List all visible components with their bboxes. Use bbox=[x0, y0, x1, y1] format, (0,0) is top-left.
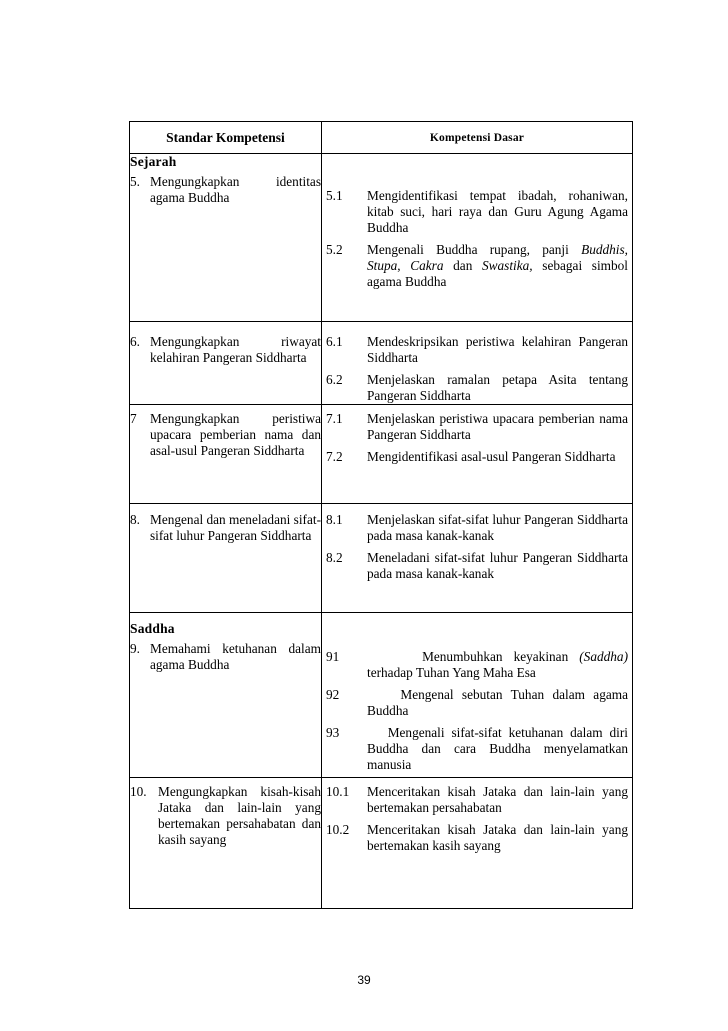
kompetensi-item bbox=[322, 372, 632, 404]
kompetensi-item bbox=[322, 242, 632, 290]
kompetensi-number: 7.2 bbox=[326, 449, 343, 464]
section-heading-sejarah: Sejarah bbox=[130, 154, 177, 169]
dasar-cell bbox=[322, 778, 633, 909]
standar-number: 6. bbox=[130, 334, 140, 349]
header-standar-kompetensi: Standar Kompetensi bbox=[130, 122, 322, 154]
kompetensi-text: Menjelaskan peristiwa upacara pemberian nama Pangeran Siddharta bbox=[367, 411, 628, 442]
standar-text: Memahami ketuhanan dalam agama Buddha bbox=[150, 641, 321, 672]
kompetensi-number: 8.2 bbox=[326, 550, 343, 565]
kompetensi-text: Menceritakan kisah Jataka dan lain-lain yang bertemakan kasih sayang bbox=[367, 822, 628, 853]
kompetensi-number: 10.2 bbox=[326, 822, 350, 837]
standar-item bbox=[130, 411, 321, 459]
standar-text: Mengungkapkan identitas agama Buddha bbox=[150, 174, 321, 205]
table-row bbox=[130, 322, 633, 405]
kompetensi-item bbox=[322, 725, 632, 773]
kompetensi-item bbox=[322, 822, 632, 854]
standar-item bbox=[130, 334, 321, 366]
kompetensi-number: 5.2 bbox=[326, 242, 343, 257]
dasar-cell bbox=[322, 613, 633, 778]
kompetensi-item bbox=[322, 550, 632, 582]
kompetensi-text: Menjelaskan sifat-sifat luhur Pangeran Siddharta pada masa kanak-kanak bbox=[367, 512, 628, 543]
standar-cell bbox=[130, 154, 322, 322]
header-kompetensi-dasar: Kompetensi Dasar bbox=[322, 122, 633, 154]
standar-text: Mengungkapkan kisah-kisah Jataka dan lain-lain yang bertemakan persahabatan dan kasih sayang bbox=[158, 784, 321, 847]
kompetensi-number: 6.2 bbox=[326, 372, 343, 387]
kompetensi-item bbox=[322, 334, 632, 366]
standar-number: 10. bbox=[130, 784, 147, 799]
standar-text: Mengungkapkan riwayat kelahiran Pangeran Siddharta bbox=[150, 334, 321, 365]
dasar-cell bbox=[322, 322, 633, 405]
table-row bbox=[130, 613, 633, 778]
kompetensi-item bbox=[322, 512, 632, 544]
standar-item bbox=[130, 641, 321, 673]
standar-number: 8. bbox=[130, 512, 140, 527]
standar-number: 5. bbox=[130, 174, 140, 189]
standar-number: 9. bbox=[130, 641, 140, 656]
kompetensi-item bbox=[322, 449, 632, 465]
page-number: 39 bbox=[357, 973, 371, 987]
kompetensi-number: 5.1 bbox=[326, 188, 343, 203]
dasar-cell bbox=[322, 154, 633, 322]
standar-number: 7 bbox=[130, 411, 137, 426]
standar-cell bbox=[130, 322, 322, 405]
kompetensi-text: Mengenal sebutan Tuhan dalam agama Buddha bbox=[367, 687, 629, 718]
kompetensi-text: Mengidentifikasi asal-usul Pangeran Siddharta bbox=[367, 449, 616, 464]
competency-table bbox=[129, 121, 633, 909]
kompetensi-text: Mengenali sifat-sifat ketuhanan dalam diri Buddha dan cara Buddha menyelamatkan manusia bbox=[367, 725, 628, 772]
kompetensi-number: 91 bbox=[326, 649, 340, 664]
kompetensi-text: Mengenali Buddha rupang, panji Buddhis, Stupa, Cakra dan Swastika, sebagai simbol agama Buddha bbox=[367, 242, 628, 289]
kompetensi-text: Menceritakan kisah Jataka dan lain-lain yang bertemakan persahabatan bbox=[367, 784, 628, 815]
kompetensi-text: Meneladani sifat-sifat luhur Pangeran Siddharta pada masa kanak-kanak bbox=[367, 550, 628, 581]
kompetensi-number: 7.1 bbox=[326, 411, 343, 426]
kompetensi-item bbox=[322, 784, 632, 816]
standar-item bbox=[130, 784, 321, 848]
kompetensi-number: 93 bbox=[326, 725, 340, 740]
kompetensi-item bbox=[322, 188, 632, 236]
standar-text: Mengungkapkan peristiwa upacara pemberian nama dan asal-usul Pangeran Siddharta bbox=[150, 411, 321, 458]
standar-cell bbox=[130, 613, 322, 778]
table-row bbox=[130, 405, 633, 504]
dasar-cell bbox=[322, 405, 633, 504]
kompetensi-item bbox=[322, 649, 632, 681]
table-header-row bbox=[130, 122, 633, 154]
kompetensi-text: Mengidentifikasi tempat ibadah, rohaniwan, kitab suci, hari raya dan Guru Agung Agama Buddha bbox=[367, 188, 628, 235]
section-heading-saddha: Saddha bbox=[130, 621, 175, 636]
standar-cell bbox=[130, 778, 322, 909]
kompetensi-item bbox=[322, 687, 632, 719]
table-row bbox=[130, 504, 633, 613]
standar-cell bbox=[130, 405, 322, 504]
table-row bbox=[130, 778, 633, 909]
standar-item bbox=[130, 174, 321, 206]
kompetensi-text: Menumbuhkan keyakinan (Saddha) terhadap Tuhan Yang Maha Esa bbox=[367, 649, 628, 680]
kompetensi-number: 6.1 bbox=[326, 334, 343, 349]
kompetensi-text: Mendeskripsikan peristiwa kelahiran Pangeran Siddharta bbox=[367, 334, 628, 365]
dasar-cell bbox=[322, 504, 633, 613]
table-row bbox=[130, 154, 633, 322]
kompetensi-number: 10.1 bbox=[326, 784, 350, 799]
kompetensi-item bbox=[322, 411, 632, 443]
kompetensi-text: Menjelaskan ramalan petapa Asita tentang Pangeran Siddharta bbox=[367, 372, 628, 403]
standar-cell bbox=[130, 504, 322, 613]
kompetensi-number: 8.1 bbox=[326, 512, 343, 527]
standar-item bbox=[130, 512, 321, 544]
kompetensi-number: 92 bbox=[326, 687, 340, 702]
standar-text: Mengenal dan meneladani sifat-sifat luhur Pangeran Siddharta bbox=[150, 512, 321, 543]
